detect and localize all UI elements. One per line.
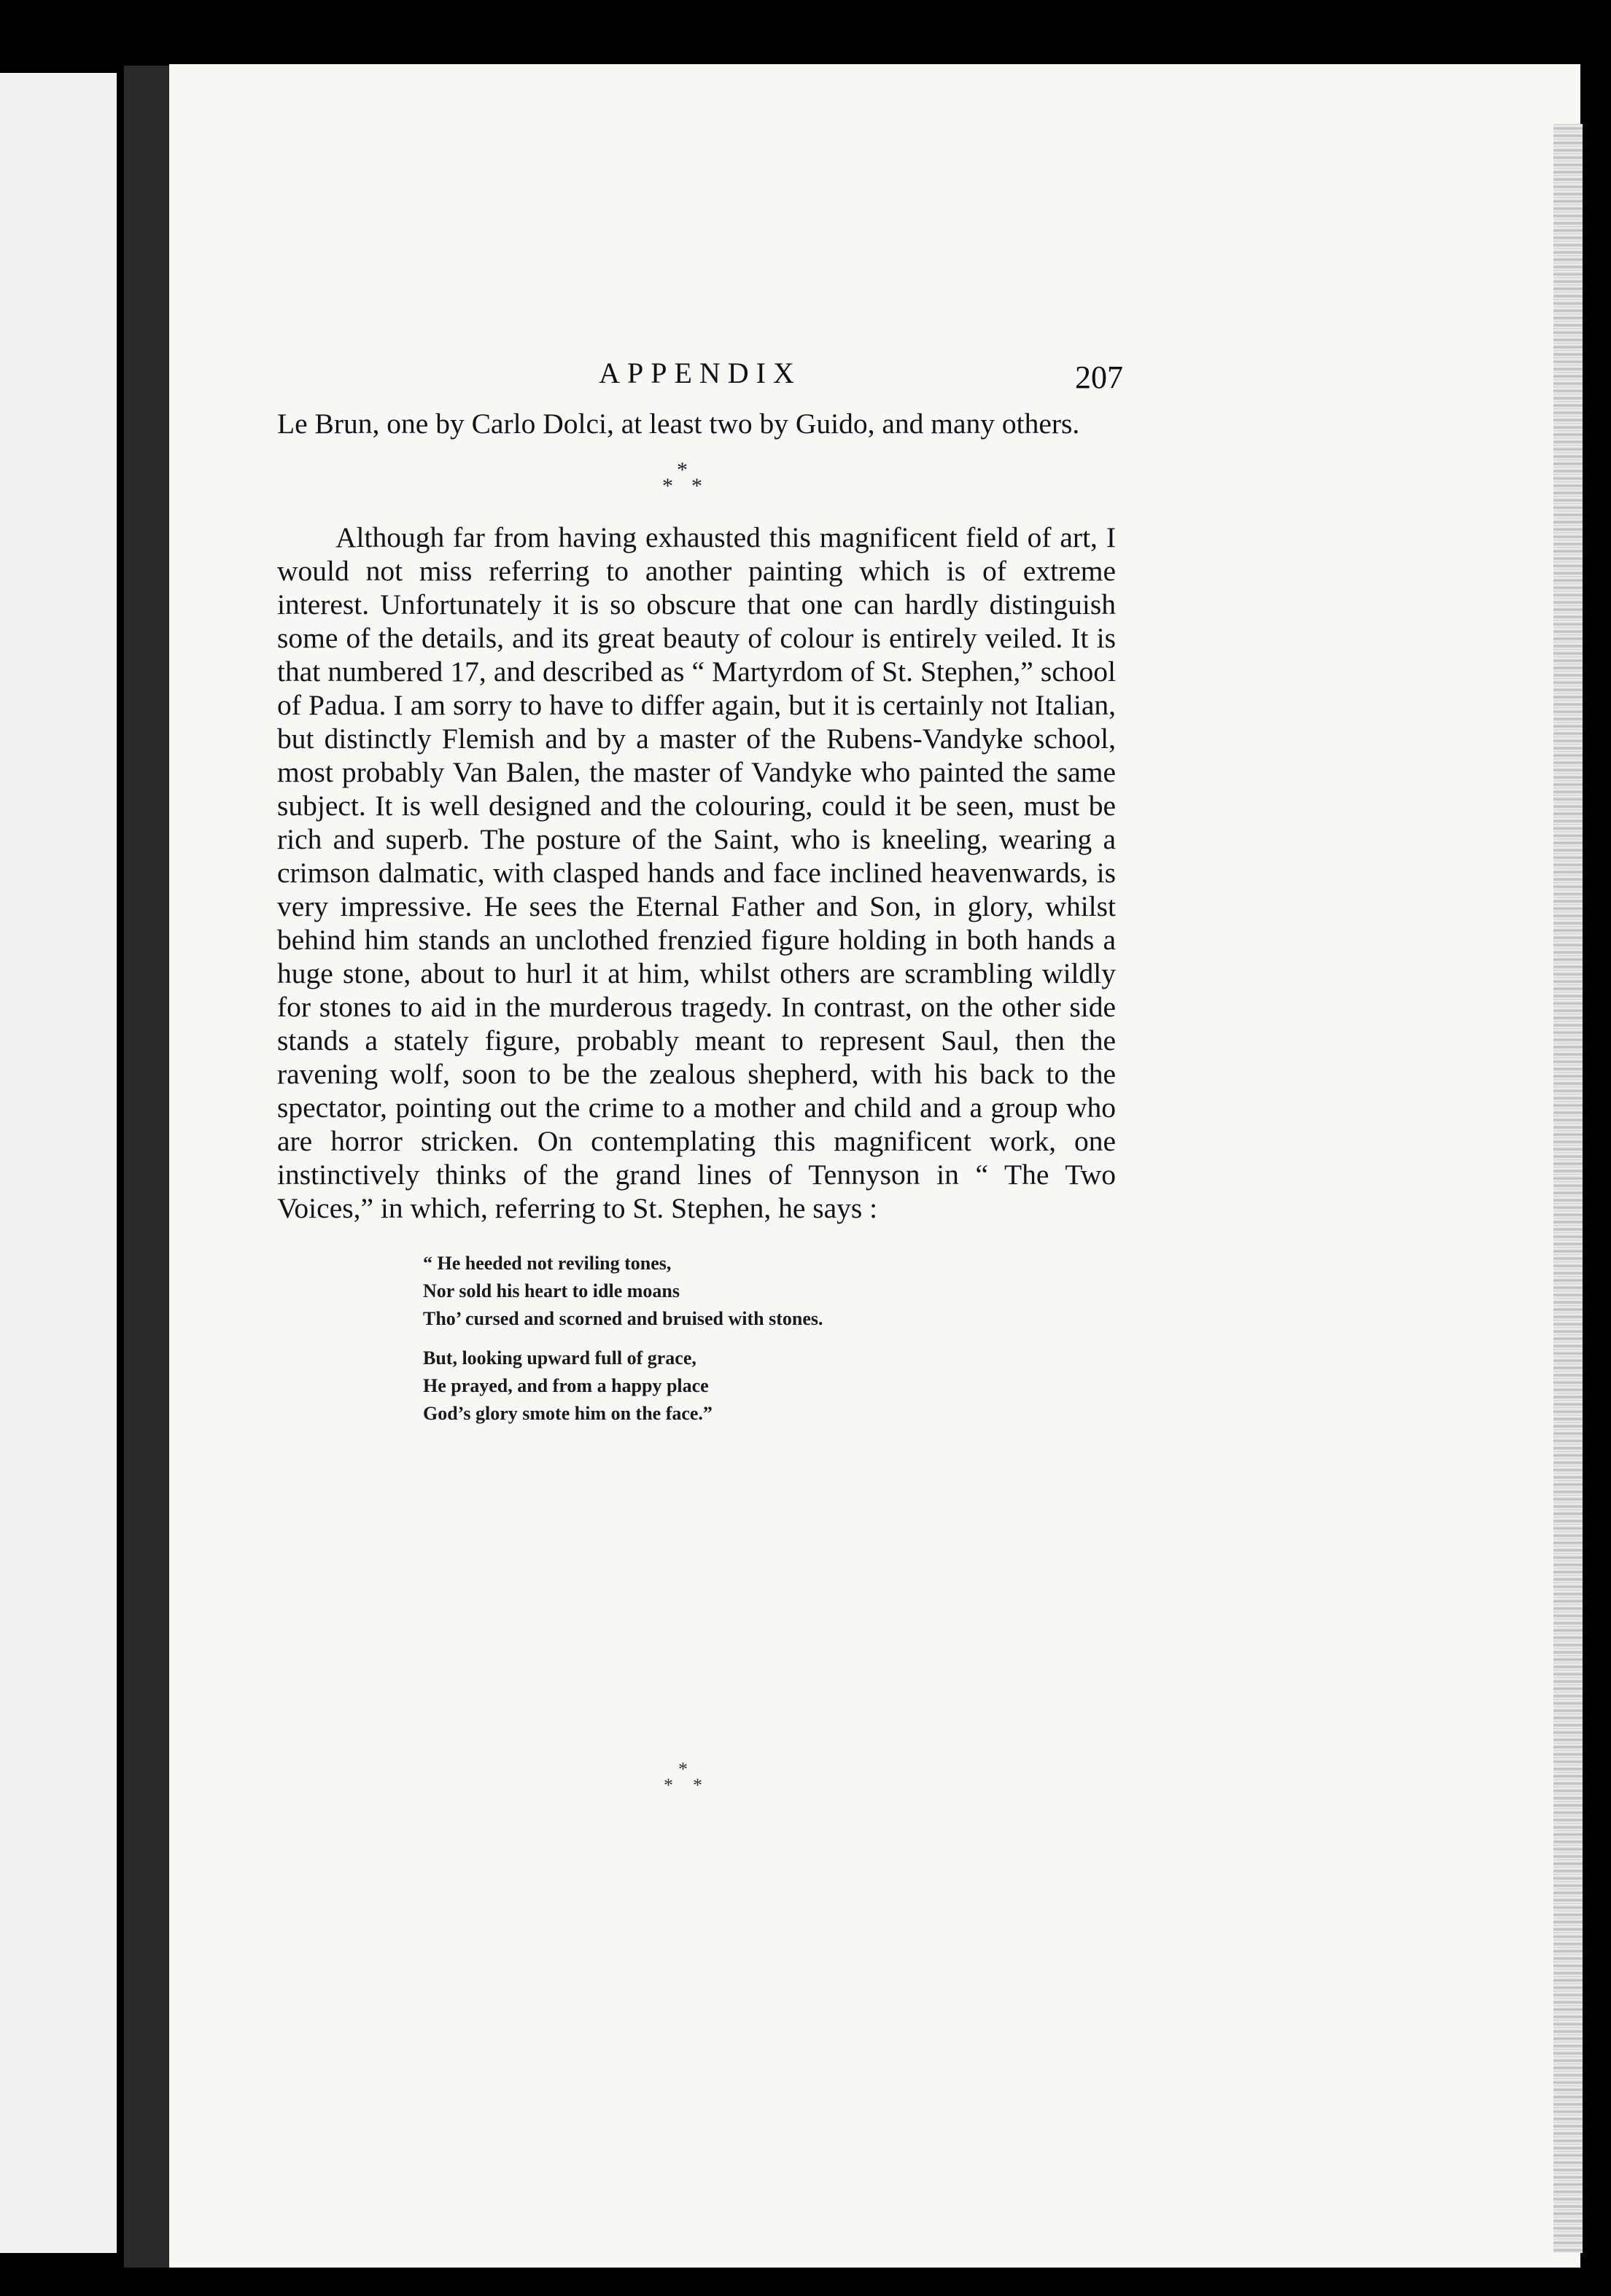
page-edge-texture [1553,124,1583,2253]
poem-stanza [423,1344,1116,1428]
poem-line: God’s glory smote him on the face.” [423,1403,713,1424]
poem-line: He prayed, and from a happy place [423,1375,709,1396]
asterism-star-icon: * [664,1775,673,1796]
poem-line: “ He heeded not reviling tones, [423,1253,672,1274]
poem-line: But, looking upward full of grace, [423,1347,696,1369]
asterism-star-icon: * [691,474,702,498]
scan-binding-shadow [124,66,169,2268]
poem-stanza [423,1250,1116,1333]
poem-line: Nor sold his heart to idle moans [423,1280,680,1301]
main-paragraph: Although far from having exhausted this magnificent field of art, I would not miss referring to another painting which is of extreme interest. Unfortunately it is so obscure that one can hardly distinguish some of the details, and its great beauty of colour is entirely veiled. It is that numbered 17, and described as “ Martyrdom of St. Stephen,” school of Padua. I am sorry to have to differ again, but it is certainly not Italian, but distinctly Flemish and by a master of the Rubens-Vandyke school, most probably Van Balen, the master of Vandyke who painted the same subject. It is well designed and the colouring, could it be seen, must be rich and superb. The posture of the Saint, who is kneeling, wearing a crimson dalmatic, with clasped hands and face inclined heavenwards, is very impressive. He sees the Eternal Father and Son, in glory, whilst behind him stands an unclothed frenzied figure holding in both hands a huge stone, about to hurl it at him, whilst others are scrambling wildly for stones to aid in the murderous tragedy. In contrast, on the other side stands a stately figure, probably meant to represent Saul, then the ravening wolf, soon to be the zealous shepherd, with his back to the spectator, pointing out the crime to a mother and child and a group who are horror stricken. On contemplating this magnificent work, one instinctively thinks of the grand lines of Tennyson in “ The Two Voices,” in which, referring to St. Stephen, he says : [277,521,1116,1224]
page-number: 207 [1075,359,1123,395]
asterism-star-icon: * [662,474,673,498]
asterism-star-icon: * [677,458,688,482]
section-separator [277,440,1116,521]
adjacent-page-edge [0,73,117,2253]
page-header [277,356,1123,400]
end-separator [642,1750,729,1816]
continuation-paragraph: Le Brun, one by Carlo Dolci, at least two by Guido, and many others. [277,408,1080,440]
body-text [277,407,1116,1439]
poem-line: Tho’ cursed and scorned and bruised with stones. [423,1308,823,1329]
asterism-star-icon: * [678,1759,688,1780]
poem-quotation [423,1250,1116,1428]
asterism-star-icon: * [693,1775,702,1796]
running-head: APPENDIX [599,357,801,389]
